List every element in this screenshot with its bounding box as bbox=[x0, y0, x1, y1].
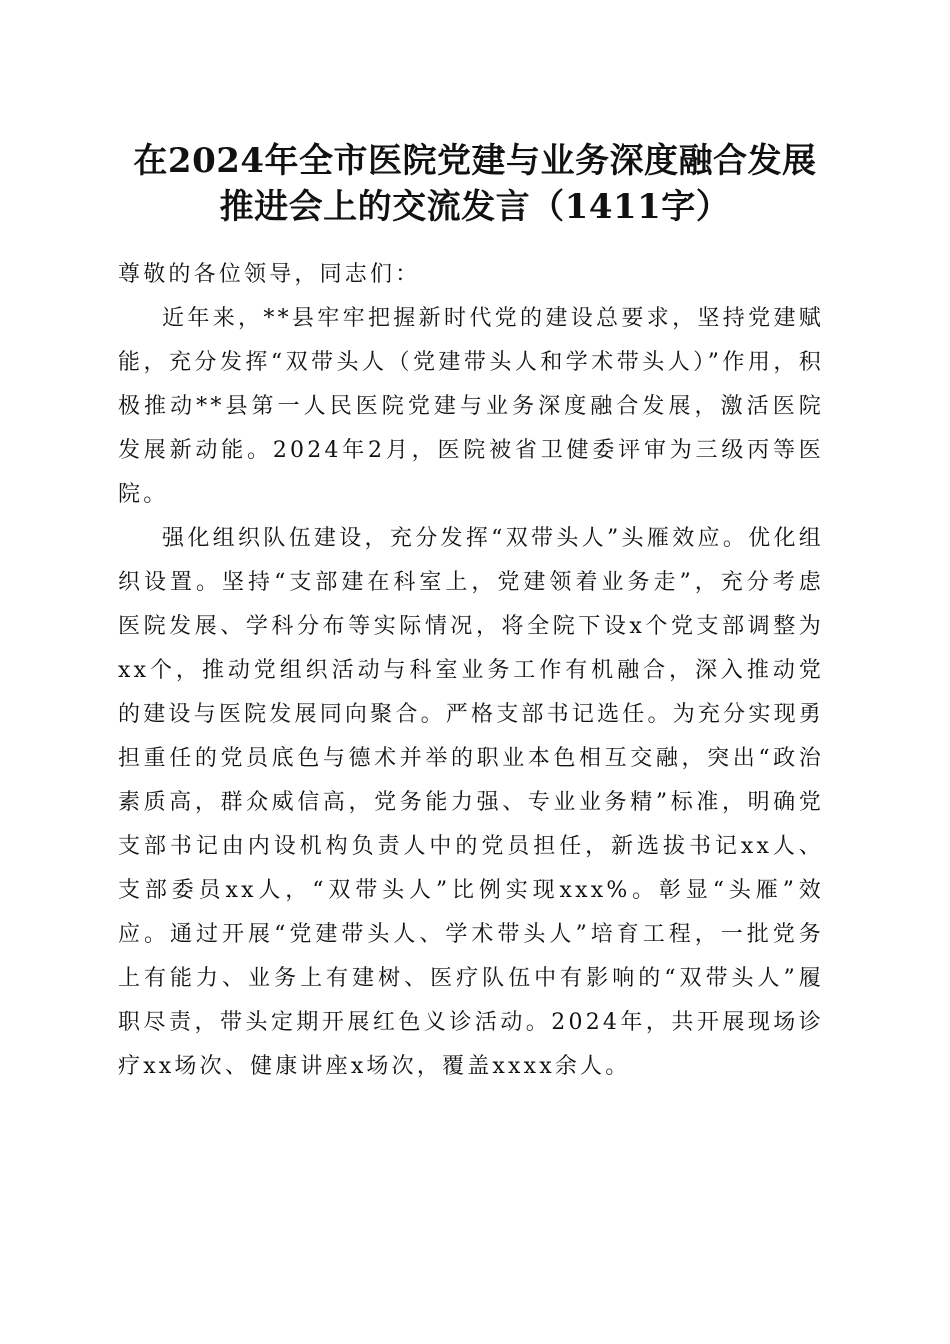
paragraph-intro: 近年来，**县牢牢把握新时代党的建设总要求，坚持党建赋能，充分发挥“双带头人（党建带头人和学术带头人）”作用，积极推动**县第一人民医院党建与业务深度融合发展，激活医院发展新动能。2024年2月，医院被省卫健委评审为三级丙等医院。 bbox=[118, 306, 824, 507]
document-title bbox=[100, 138, 850, 230]
paragraph-organization: 强化组织队伍建设，充分发挥“双带头人”头雁效应。优化组织设置。坚持“支部建在科室上，党建领着业务走”，充分考虑医院发展、学科分布等实际情况，将全院下设x个党支部调整为xx个，推动党组织活动与科室业务工作有机融合，深入推动党的建设与医院发展同向聚合。严格支部书记选任。为充分实现勇担重任的党员底色与德术并举的职业本色相互交融，突出“政治素质高，群众威信高，党务能力强、专业业务精”标准，明确党支部书记由内设机构负责人中的党员担任，新选拔书记xx人、支部委员xx人，“双带头人”比例实现xxx%。彰显“头雁”效应。通过开展“党建带头人、学术带头人”培育工程，一批党务上有能力、业务上有建树、医疗队伍中有影响的“双带头人”履职尽责，带头定期开展红色义诊活动。2024年，共开展现场诊疗xx场次、健康讲座x场次，覆盖xxxx余人。 bbox=[118, 526, 824, 1079]
title-line-2: 推进会上的交流发言（1411字） bbox=[219, 187, 731, 227]
title-line-1: 在2024年全市医院党建与业务深度融合发展 bbox=[133, 141, 817, 181]
salutation: 尊敬的各位领导，同志们： bbox=[118, 262, 421, 287]
document-body bbox=[118, 253, 824, 1089]
